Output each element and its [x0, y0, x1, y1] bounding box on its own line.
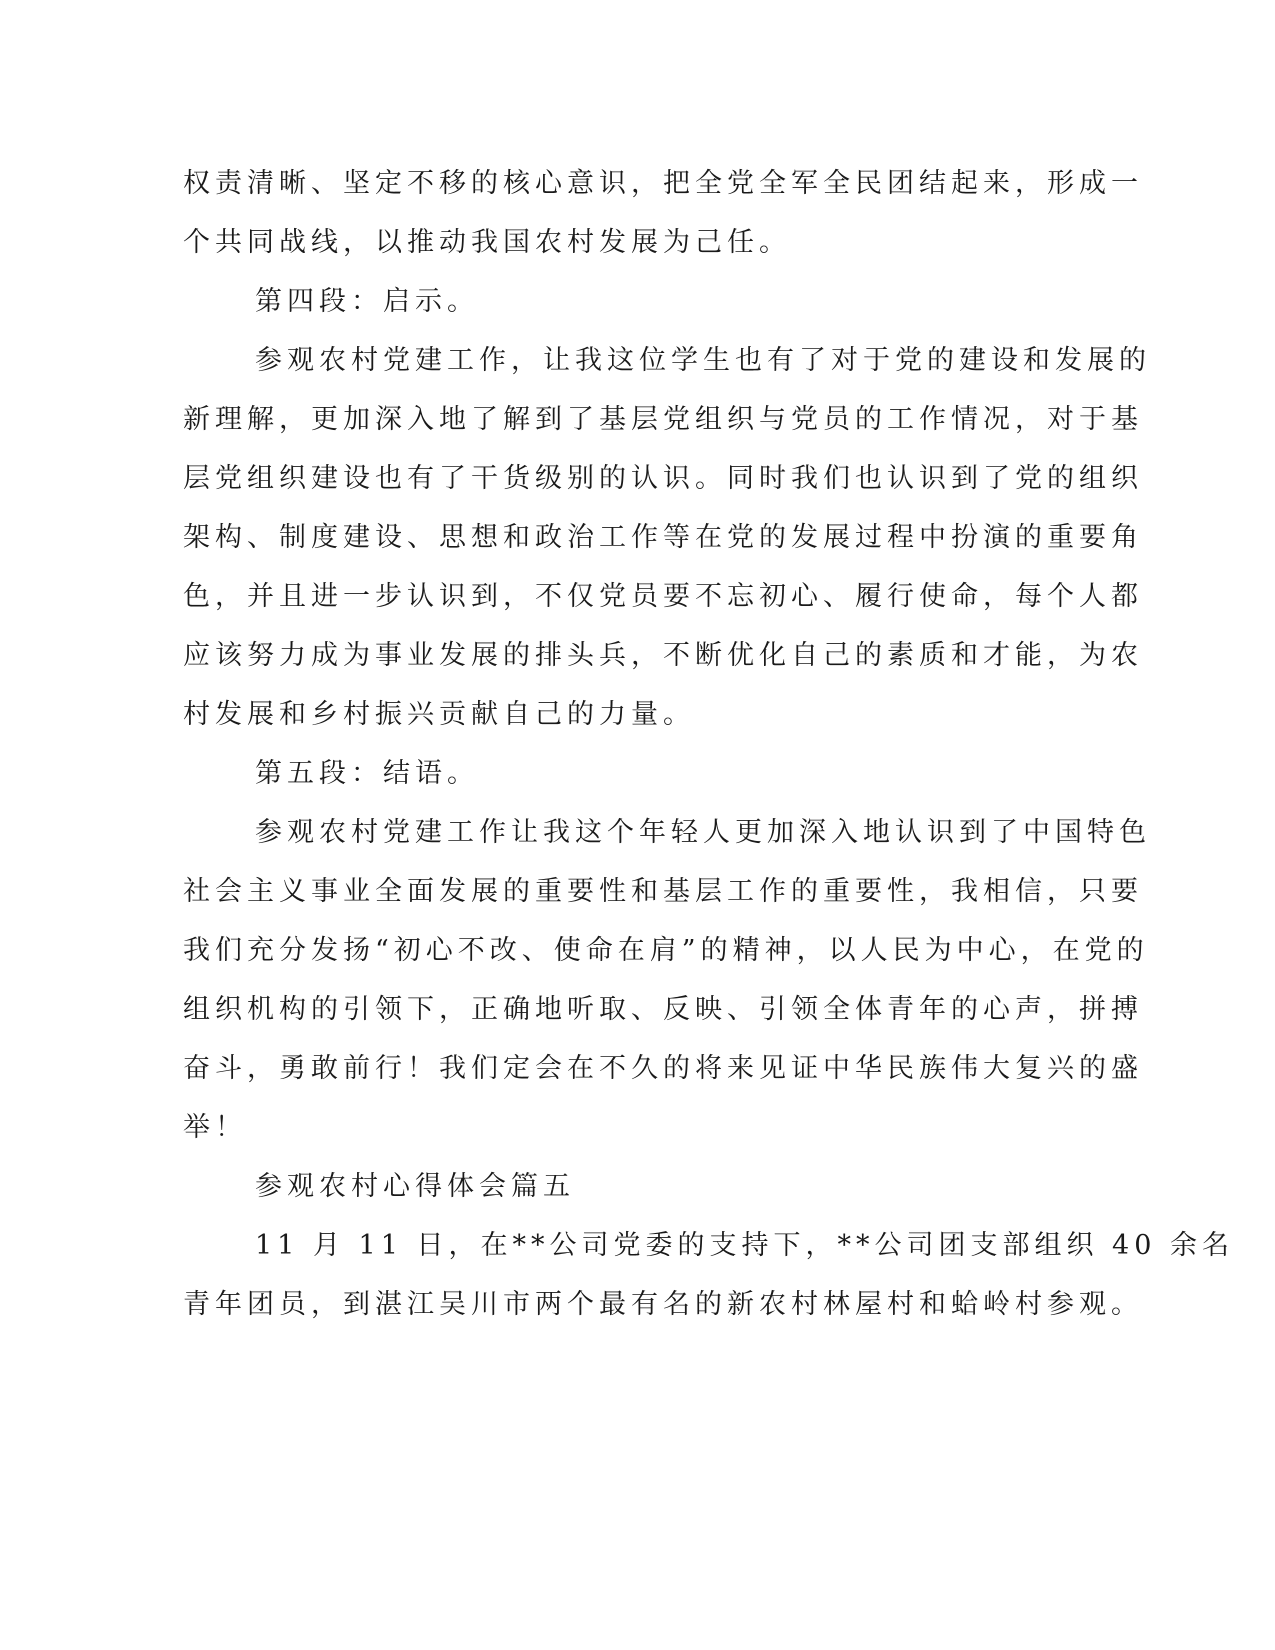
body-text-line: 参观农村党建工作，让我这位学生也有了对于党的建设和发展的 [255, 345, 1151, 376]
body-text-line: 我们充分发扬“初心不改、使命在肩”的精神，以人民为中心，在党的 [183, 935, 1149, 966]
section-heading: 第四段：启示。 [255, 286, 479, 317]
body-text-line: 权责清晰、坚定不移的核心意识，把全党全军全民团结起来，形成一 [183, 168, 1143, 199]
section-heading: 第五段：结语。 [255, 758, 479, 789]
body-text-line: 个共同战线，以推动我国农村发展为己任。 [183, 227, 791, 258]
body-text-line: 色，并且进一步认识到，不仅党员要不忘初心、履行使命，每个人都 [183, 581, 1143, 612]
body-text-line: 11 月 11 日，在**公司党委的支持下，**公司团支部组织 40 余名 [255, 1230, 1234, 1261]
body-text-line: 奋斗，勇敢前行！我们定会在不久的将来见证中华民族伟大复兴的盛 [183, 1053, 1143, 1084]
body-text-line: 层党组织建设也有了干货级别的认识。同时我们也认识到了党的组织 [183, 463, 1143, 494]
body-text-line: 新理解，更加深入地了解到了基层党组织与党员的工作情况，对于基 [183, 404, 1143, 435]
body-text-line: 组织机构的引领下，正确地听取、反映、引领全体青年的心声，拼搏 [183, 994, 1143, 1025]
body-text-line: 举！ [183, 1112, 247, 1143]
article-title: 参观农村心得体会篇五 [255, 1171, 575, 1202]
body-text-line: 青年团员，到湛江吴川市两个最有名的新农村林屋村和蛤岭村参观。 [183, 1289, 1143, 1320]
body-text-line: 架构、制度建设、思想和政治工作等在党的发展过程中扮演的重要角 [183, 522, 1143, 553]
body-text-line: 社会主义事业全面发展的重要性和基层工作的重要性，我相信，只要 [183, 876, 1143, 907]
body-text-line: 参观农村党建工作让我这个年轻人更加深入地认识到了中国特色 [255, 817, 1151, 848]
body-text-line: 村发展和乡村振兴贡献自己的力量。 [183, 699, 695, 730]
body-text-line: 应该努力成为事业发展的排头兵，不断优化自己的素质和才能，为农 [183, 640, 1143, 671]
document-body [183, 154, 1234, 1334]
